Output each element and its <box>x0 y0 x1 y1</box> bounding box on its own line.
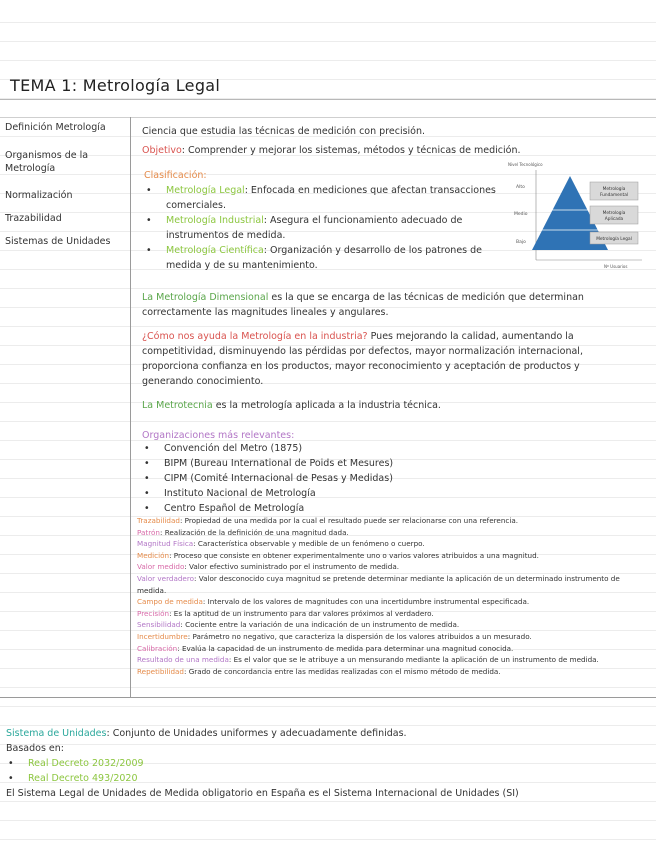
page-title: TEMA 1: Metrología Legal <box>10 76 221 95</box>
term-text: : Característica observable y medible de un fenómeno o cuerpo. <box>193 539 425 549</box>
svg-text:Aplicada: Aplicada <box>604 217 624 222</box>
dimensional-paragraph <box>142 290 632 320</box>
terms-list <box>137 515 637 677</box>
term-text: : Intervalo de los valores de magnitudes con una incertidumbre instrumental especificada. <box>202 597 530 607</box>
term-text: : Cociente entre la variación de una indicación de un instrumento de medida. <box>180 620 460 630</box>
term-item <box>137 631 637 643</box>
term-item <box>137 654 637 666</box>
term-label: Repetibilidad <box>137 666 184 676</box>
dimensional-label: La Metrología Dimensional <box>142 292 269 303</box>
clasificacion-list <box>144 183 500 273</box>
organizaciones-list <box>142 441 542 516</box>
term-label: Resultado de una medida <box>137 655 229 665</box>
term-label: Medición <box>137 550 170 560</box>
decrees-list <box>6 756 406 786</box>
clasif-item <box>144 213 500 243</box>
term-text: : Parámetro no negativo, que caracteriza la dispersión de los valores atribuidos a un mesurado. <box>187 631 532 641</box>
level-medio: Medio <box>514 212 528 217</box>
objetivo-text: : Comprender y mejorar los sistemas, métodos y técnicas de medición. <box>181 145 521 156</box>
cue-normalizacion: Normalización <box>5 190 73 201</box>
svg-text:Metrología: Metrología <box>602 211 626 216</box>
svg-text:Metrología: Metrología <box>602 187 626 192</box>
box-legal-label: Metrología Legal <box>596 237 632 242</box>
pyramid-axis-bottom: Nº Usuarios <box>604 264 628 269</box>
objetivo-line <box>142 143 521 158</box>
clasif-item <box>144 183 500 213</box>
term-text: : Valor desconocido cuya magnitud se pretende determinar mediante la aplicación de un determinado instrumento de medida. <box>137 573 620 595</box>
term-item <box>137 515 637 527</box>
term-item <box>137 596 637 608</box>
clasif-item-text: : Enfocada en mediciones que afectan transacciones comerciales. <box>166 185 496 211</box>
decree-item: • Real Decreto 2032/2009 <box>6 756 406 771</box>
decree-item: • Real Decreto 493/2020 <box>6 771 406 786</box>
cue-column-divider <box>130 117 131 697</box>
organizaciones-heading: Organizaciones más relevantes: <box>142 430 295 441</box>
sistema-line <box>6 726 646 741</box>
clasif-item-label: Metrología Científica <box>166 245 264 256</box>
term-text: : Valor efectivo suministrado por el instrumento de medida. <box>184 562 400 572</box>
level-bajo: Bajo <box>516 240 526 245</box>
clasificacion-heading: Clasificación: <box>144 170 207 181</box>
term-text: : Proceso que consiste en obtener experimentalmente uno o varios valores atribuidos a una magnitud. <box>169 550 539 560</box>
sistema-text: : Conjunto de Unidades uniformes y adecuadamente definidas. <box>106 728 407 739</box>
org-item: • Convención del Metro (1875) <box>142 441 542 456</box>
clasif-item <box>144 243 500 273</box>
header-divider <box>0 117 656 118</box>
term-text: : Es la aptitud de un instrumento para dar valores próximos al verdadero. <box>169 608 434 618</box>
term-item <box>137 561 637 573</box>
term-text: : Propiedad de una medida por la cual el resultado puede ser relacionarse con una referencia. <box>179 516 519 525</box>
term-item <box>137 550 637 562</box>
term-item <box>137 619 637 631</box>
term-label: Trazabilidad <box>137 516 180 525</box>
term-label: Valor verdadero <box>137 573 195 583</box>
sistema-legal-statement: El Sistema Legal de Unidades de Medida obligatorio en España es el Sistema Internacional de Unidades (SI) <box>6 788 519 799</box>
title-divider <box>0 99 656 100</box>
ayuda-paragraph <box>142 329 632 389</box>
metrology-pyramid-diagram <box>506 160 646 272</box>
cue-trazabilidad: Trazabilidad <box>5 213 62 224</box>
pyramid-axis-top: Nivel Tecnológico <box>508 162 543 167</box>
term-label: Incertidumbre <box>137 631 188 641</box>
cue-organismos: Organismos de la Metrología <box>5 150 89 174</box>
cue-definicion: Definición Metrología <box>5 122 106 133</box>
ayuda-label: ¿Cómo nos ayuda la Metrología en la industria? <box>142 331 368 342</box>
term-label: Calibración <box>137 643 178 653</box>
term-text: : Evalúa la capacidad de un instrumento de medida para determinar una magnitud conocida. <box>177 643 514 653</box>
term-label: Valor medido <box>137 562 185 572</box>
summary-divider <box>0 697 656 698</box>
term-label: Precisión <box>137 608 170 618</box>
org-item: • Instituto Nacional de Metrología <box>142 486 542 501</box>
metrotecnia-text: es la metrología aplicada a la industria técnica. <box>212 400 441 411</box>
clasif-item-text: : Organización y desarrollo de los patrones de medida y de su mantenimiento. <box>166 245 483 271</box>
ayuda-text: Pues mejorando la calidad, aumentando la competitividad, disminuyendo las pérdidas por defectos, mayor normalización internacional, proporciona confianza en los productos, mayor reconocimiento y aceptación de productos y generando conocimiento. <box>142 331 583 387</box>
metrotecnia-paragraph <box>142 398 632 413</box>
term-text: : Grado de concordancia entre las medidas realizadas con el mismo método de medida. <box>183 666 501 676</box>
term-item <box>137 527 637 539</box>
term-label: Patrón <box>137 527 160 537</box>
term-label: Campo de medida <box>137 597 203 607</box>
term-item <box>137 538 637 550</box>
org-item: • Centro Español de Metrología <box>142 501 542 516</box>
org-item: • BIPM (Bureau International de Poids et Mesures) <box>142 456 542 471</box>
term-item <box>137 666 637 678</box>
term-item <box>137 573 637 596</box>
term-text: : Es el valor que se le atribuye a un mensurando mediante la aplicación de un instrumento de medida. <box>228 655 599 665</box>
sistema-label: Sistema de Unidades <box>6 728 107 739</box>
metrotecnia-label: La Metrotecnia <box>142 400 213 411</box>
objetivo-label: Objetivo <box>142 145 182 156</box>
org-item: • CIPM (Comité Internacional de Pesas y Medidas) <box>142 471 542 486</box>
term-label: Sensibilidad <box>137 620 181 630</box>
organizaciones-label: Organizaciones más relevantes <box>142 430 292 441</box>
basados-label: Basados en: <box>6 743 64 754</box>
level-alto: Alto <box>516 185 525 190</box>
svg-text:Fundamental: Fundamental <box>599 193 629 198</box>
term-item <box>137 608 637 620</box>
clasif-item-text: : Asegura el funcionamiento adecuado de instrumentos de medida. <box>166 215 463 241</box>
term-label: Magnitud Física <box>137 539 194 549</box>
cue-sistemas: Sistemas de Unidades <box>5 236 111 247</box>
definition-text: Ciencia que estudia las técnicas de medición con precisión. <box>142 126 426 137</box>
clasificacion-label: Clasificación <box>144 170 204 181</box>
term-text: : Realización de la definición de una magnitud dada. <box>159 527 349 537</box>
clasif-item-label: Metrología Legal <box>166 185 245 196</box>
dimensional-text: es la que se encarga de las técnicas de medición que determinan correctamente las magnitudes lineales y angulares. <box>142 292 584 318</box>
clasif-item-label: Metrología Industrial <box>166 215 264 226</box>
term-item <box>137 643 637 655</box>
